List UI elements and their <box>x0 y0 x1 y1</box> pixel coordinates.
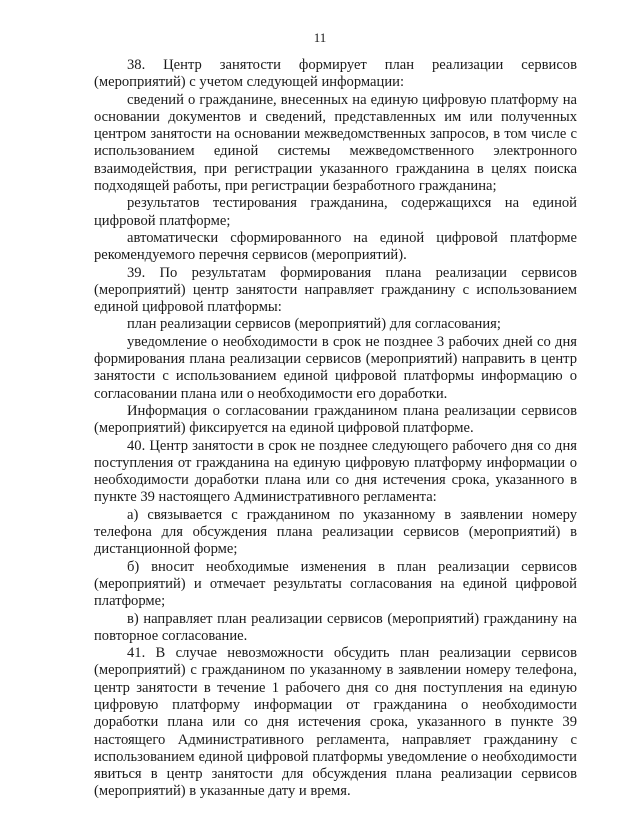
paragraph-41: 41. В случае невозможности обсудить план реализации сервисов (мероприятий) с гражданином по указанному в заявлении номеру телефона, центр занятости в течение 1 рабочего дня со дня поступления на единую цифровую платформу информации от гражданина о необходимости доработки плана или со дня истечения срока, указанного в пункте 39 настоящего Административного регламента, направляет гражданину с использованием единой цифровой платформы уведомление о необходимости явиться в центр занятости для обсуждения плана реализации сервисов (мероприятий) в указанные дату и время. <box>94 645 577 800</box>
paragraph-testing-results: результатов тестирования гражданина, содержащихся на единой цифровой платформе; <box>94 195 577 229</box>
paragraph-40-c: в) направляет план реализации сервисов (мероприятий) гражданину на повторное согласование. <box>94 610 577 644</box>
paragraph-approval-recorded: Информация о согласовании гражданином плана реализации сервисов (мероприятий) фиксируется на единой цифровой платформе. <box>94 402 577 437</box>
page-number: 11 <box>313 30 327 45</box>
paragraph-notification: уведомление о необходимости в срок не позднее 3 рабочих дней со дня формирования плана реализации сервисов (мероприятий) направить в центр занятости с использованием единой цифровой платформы информацию о согласовании плана или о необходимости его доработки. <box>94 333 577 402</box>
paragraph-citizen-info: сведений о гражданине, внесенных на единую цифровую платформу на основании документов и сведений, представленных им или полученных центром занятости на основании межведомственных запросов, в том числе с использованием единой системы межведомственного электронного взаимодействия, при регистрации указанного гражданина в целях поиска подходящей работы, при регистрации безработного гражданина; <box>94 91 577 195</box>
paragraph-plan-for-approval: план реализации сервисов (мероприятий) для согласования; <box>127 316 501 333</box>
paragraph-recommended-list: автоматически сформированного на единой цифровой платформе рекомендуемого перечня сервисов (мероприятий). <box>94 229 577 264</box>
document-body <box>94 57 577 801</box>
paragraph-40-a: а) связывается с гражданином по указанному в заявлении номеру телефона для обсуждения плана реализации сервисов (мероприятий) в дистанционной форме; <box>94 506 577 558</box>
paragraph-38-intro: 38. Центр занятости формирует план реализации сервисов (мероприятий) с учетом следующей информации: <box>94 57 577 91</box>
paragraph-39-intro: 39. По результатам формирования плана реализации сервисов (мероприятий) центр занятости направляет гражданину с использованием единой цифровой платформы: <box>94 264 577 316</box>
paragraph-40-intro: 40. Центр занятости в срок не позднее следующего рабочего дня со дня поступления от гражданина на единую цифровую платформу информации о необходимости доработки плана или со дня истечения срока, указанного в пункте 39 настоящего Административного регламента: <box>94 437 577 506</box>
paragraph-40-b: б) вносит необходимые изменения в план реализации сервисов (мероприятий) и отмечает результаты согласования на единой цифровой платформе; <box>94 558 577 610</box>
